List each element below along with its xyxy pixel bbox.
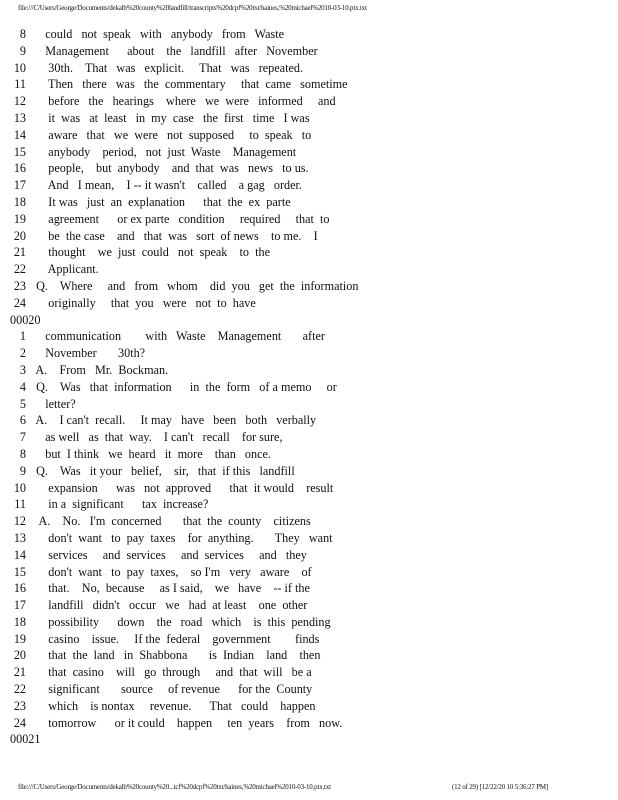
transcript-line: [0, 211, 618, 228]
line-number: 15: [13, 144, 26, 159]
line-number: 23: [13, 698, 26, 713]
line-text: casino issue. If the federal government finds: [30, 631, 320, 646]
line-text: which is nontax revenue. That could happen: [30, 698, 316, 713]
line-text: Q. Was that information in the form of a memo or: [30, 379, 337, 394]
line-number: 23: [13, 278, 26, 293]
line-number: 11: [14, 497, 26, 512]
line-text: aware that we were not supposed to speak to: [30, 127, 312, 142]
transcript-line: [0, 345, 618, 362]
line-number: 14: [13, 127, 26, 142]
transcript-line: [0, 328, 618, 345]
transcript-line: [0, 76, 618, 93]
transcript-line: [0, 144, 618, 161]
line-text: thought we just could not speak to the: [30, 245, 271, 260]
transcript-line: [0, 396, 618, 413]
line-text: services and services and services and they: [30, 547, 307, 562]
transcript-line: [0, 681, 618, 698]
line-number: 14: [13, 547, 26, 562]
transcript-line: [0, 496, 618, 513]
line-text: possibility down the road which is this pending: [30, 614, 331, 629]
line-text: people, but anybody and that was news to us.: [30, 161, 309, 176]
line-number: 17: [13, 598, 26, 613]
line-number: 5: [19, 396, 26, 411]
line-text: Q. Where and from whom did you get the information: [30, 278, 359, 293]
transcript-line: [0, 480, 618, 497]
transcript-line: [0, 362, 618, 379]
line-number: 8: [19, 446, 26, 461]
line-text: Then there was the commentary that came sometime: [30, 77, 348, 92]
transcript-line: [0, 463, 618, 480]
line-number: 8: [19, 27, 26, 41]
line-text: letter?: [30, 396, 76, 411]
line-number: 22: [13, 262, 26, 277]
transcript-line: [0, 160, 618, 177]
line-text: don't want to pay taxes for anything. They want: [30, 530, 333, 545]
line-text: Management about the landfill after November: [30, 43, 318, 58]
transcript-line: [0, 513, 618, 530]
line-text: Applicant.: [30, 262, 99, 277]
transcript-line: [0, 597, 618, 614]
line-text: A. No. I'm concerned that the county citizens: [30, 514, 311, 529]
line-text: originally that you were not to have: [30, 295, 256, 310]
line-number: 1: [19, 329, 26, 344]
line-text: It was just an explanation that the ex parte: [30, 194, 291, 209]
line-number: 15: [13, 564, 26, 579]
line-number: 24: [13, 715, 26, 730]
line-number: 18: [13, 614, 26, 629]
transcript-line: [0, 177, 618, 194]
line-text: Q. Was it your belief, sir, that if this landfill: [30, 463, 295, 478]
line-number: 2: [19, 346, 26, 361]
line-text: in a significant tax increase?: [30, 497, 209, 512]
transcript-line: [0, 580, 618, 597]
line-text: agreement or ex parte condition required that to: [30, 211, 330, 226]
line-number: 22: [13, 682, 26, 697]
line-number: 24: [13, 295, 26, 310]
transcript-line: [0, 564, 618, 581]
line-number: 21: [13, 665, 26, 680]
transcript-line: [0, 698, 618, 715]
line-number: 6: [19, 413, 26, 428]
line-text: landfill didn't occur we had at least one other: [30, 598, 308, 613]
line-number: 3: [19, 362, 26, 377]
line-text: as well as that way. I can't recall for sure,: [30, 430, 283, 445]
transcript-line: [0, 547, 618, 564]
line-text: significant source of revenue for the County: [30, 682, 313, 697]
file-path-header: file:///C/Users/George/Documents/dekalb%20county%20landfill/transcripts%20dcpf%20txt/haines,%20michael%2010-03-10.ptx.txt: [18, 4, 367, 12]
line-number: 19: [13, 211, 26, 226]
line-text: A. From Mr. Bockman.: [30, 362, 169, 377]
line-number: 18: [13, 194, 26, 209]
line-text: that. No, because as I said, we have -- if the: [30, 581, 310, 596]
page-marker-line: [0, 312, 618, 329]
transcript-line: [0, 110, 618, 127]
line-number: 20: [13, 648, 26, 663]
file-path-footer: file:///C/Users/George/Documents/dekalb%20county%20...tcf%20dcpf%20txt/haines,%20michael%2010-03-10.ptx.txt: [18, 783, 331, 791]
transcript-line: [0, 715, 618, 732]
transcript-line: [0, 278, 618, 295]
line-number: 19: [13, 631, 26, 646]
line-number: 21: [13, 245, 26, 260]
transcript-line: [0, 379, 618, 396]
line-number: 9: [19, 463, 26, 478]
line-number: 16: [13, 161, 26, 176]
transcript-line: [0, 244, 618, 261]
line-number: 13: [13, 530, 26, 545]
line-number: 10: [13, 60, 26, 75]
page-number-marker: 00020: [10, 312, 41, 327]
line-text: 30th. That was explicit. That was repeated.: [30, 60, 304, 75]
line-number: 4: [19, 379, 26, 394]
line-text: A. I can't recall. It may have been both verbally: [30, 413, 317, 428]
line-text: that casino will go through and that will be a: [30, 665, 312, 680]
line-number: 10: [13, 480, 26, 495]
transcript-line: [0, 446, 618, 463]
transcript-line: [0, 647, 618, 664]
transcript-line: [0, 429, 618, 446]
line-text: tomorrow or it could happen ten years from now.: [30, 715, 343, 730]
line-number: 12: [13, 94, 26, 109]
line-text: And I mean, I -- it wasn't called a gag order.: [30, 178, 302, 193]
transcript-line: [0, 43, 618, 60]
transcript-line: [0, 228, 618, 245]
transcript-line: [0, 295, 618, 312]
line-number: 13: [13, 110, 26, 125]
line-number: 9: [19, 43, 26, 58]
line-number: 17: [13, 178, 26, 193]
page-info-footer: (12 of 29) [12/22/20 10 5:36:27 PM]: [452, 783, 549, 791]
transcript-line: [0, 127, 618, 144]
line-text: but I think we heard it more than once.: [30, 446, 271, 461]
line-number: 11: [14, 77, 26, 92]
line-text: don't want to pay taxes, so I'm very aware of: [30, 564, 312, 579]
transcript-line: [0, 261, 618, 278]
line-number: 16: [13, 581, 26, 596]
line-number: 7: [19, 430, 26, 445]
page-marker-line: [0, 731, 618, 748]
line-text: expansion was not approved that it would result: [30, 480, 334, 495]
page-number-marker: 00021: [10, 732, 41, 747]
line-text: it was at least in my case the first time I was: [30, 110, 310, 125]
line-text: before the hearings where we were informed and: [30, 94, 336, 109]
line-text: be the case and that was sort of news to me. I: [30, 228, 318, 243]
transcript-line: [0, 664, 618, 681]
transcript-line: [0, 614, 618, 631]
transcript-line: [0, 60, 618, 77]
transcript-line: [0, 93, 618, 110]
line-text: could not speak with anybody from Waste: [30, 27, 285, 41]
line-text: that the land in Shabbona is Indian land then: [30, 648, 321, 663]
line-number: 20: [13, 228, 26, 243]
transcript-body: [0, 26, 618, 748]
transcript-line: [0, 530, 618, 547]
transcript-line: [0, 631, 618, 648]
line-text: November 30th?: [30, 346, 146, 361]
line-number: 12: [13, 514, 26, 529]
line-text: anybody period, not just Waste Management: [30, 144, 297, 159]
transcript-line: [0, 26, 618, 43]
line-text: communication with Waste Management after: [30, 329, 325, 344]
transcript-line: [0, 412, 618, 429]
transcript-line: [0, 194, 618, 211]
